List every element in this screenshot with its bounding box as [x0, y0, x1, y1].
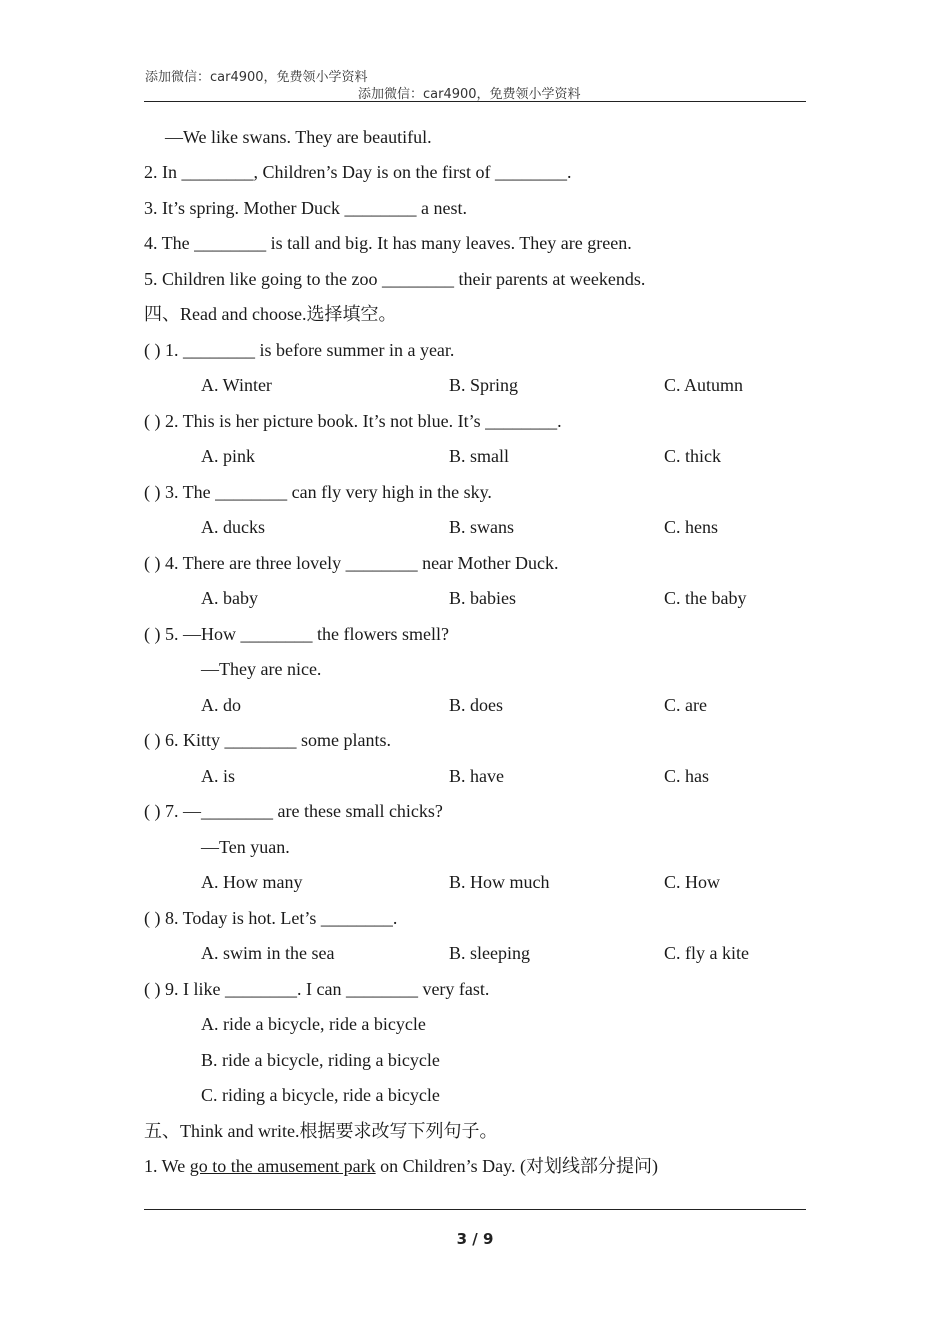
- question-7-option-a: A. How many: [201, 872, 303, 892]
- header-watermark-2: 添加微信：car4900，免费领小学资料: [358, 87, 581, 102]
- header-watermark-1: 添加微信：car4900，免费领小学资料: [145, 70, 368, 85]
- question-5-option-b: B. does: [449, 695, 503, 715]
- question-7-stem: ( ) 7. —________ are these small chicks?: [144, 801, 443, 821]
- question-6-option-a: A. is: [201, 766, 236, 786]
- question-3-option-a: A. ducks: [201, 517, 265, 537]
- question-4-option-b: B. babies: [449, 588, 516, 608]
- section3-item-5: 5. Children like going to the zoo ________ their parents at weekends.: [144, 269, 646, 289]
- question-9-option-b: B. ride a bicycle, riding a bicycle: [201, 1050, 440, 1070]
- question-8-stem: ( ) 8. Today is hot. Let’s ________.: [144, 908, 398, 928]
- question-5-option-a: A. do: [201, 695, 241, 715]
- question-4-option-c: C. the baby: [664, 588, 747, 608]
- question-2-stem: ( ) 2. This is her picture book. It’s not blue. It’s ________.: [144, 411, 562, 431]
- question-5-option-c: C. are: [664, 695, 707, 715]
- question-2-option-c: C. thick: [664, 446, 721, 466]
- question-5-reply: —They are nice.: [201, 659, 322, 679]
- question-6-stem: ( ) 6. Kitty ________ some plants.: [144, 730, 391, 750]
- question-9-option-c: C. riding a bicycle, ride a bicycle: [201, 1085, 440, 1105]
- question-1-option-b: B. Spring: [449, 375, 519, 395]
- section5-title: 五、Think and write.根据要求改写下列句子。: [144, 1121, 498, 1141]
- question-2-option-b: B. small: [449, 446, 510, 466]
- section5-q1-underlined-phrase: go to the amusement park: [189, 1156, 376, 1176]
- question-4-stem: ( ) 4. There are three lovely ________ near Mother Duck.: [144, 553, 559, 573]
- question-8-option-a: A. swim in the sea: [201, 943, 335, 963]
- question-6-option-b: B. have: [449, 766, 504, 786]
- section5-question-1: [144, 1155, 658, 1177]
- section3-reply: —We like swans. They are beautiful.: [165, 127, 432, 147]
- section3-item-3: 3. It’s spring. Mother Duck ________ a nest.: [144, 198, 467, 218]
- question-5-stem: ( ) 5. —How ________ the flowers smell?: [144, 624, 449, 644]
- question-7-option-b: B. How much: [449, 872, 550, 892]
- question-3-option-c: C. hens: [664, 517, 718, 537]
- question-6-option-c: C. has: [664, 766, 709, 786]
- question-1-option-a: A. Winter: [201, 375, 272, 395]
- question-7-option-c: C. How: [664, 872, 721, 892]
- question-9-option-a: A. ride a bicycle, ride a bicycle: [201, 1014, 426, 1034]
- section5-q1-suffix: on Children’s Day. (对划线部分提问): [375, 1156, 658, 1176]
- question-4-option-a: A. baby: [201, 588, 258, 608]
- question-1-stem: ( ) 1. ________ is before summer in a year.: [144, 340, 455, 360]
- question-8-option-c: C. fly a kite: [664, 943, 749, 963]
- question-2-option-a: A. pink: [201, 446, 255, 466]
- question-8-option-b: B. sleeping: [449, 943, 530, 963]
- header-divider: [144, 101, 806, 102]
- answer-line: [144, 1209, 806, 1210]
- question-1-option-c: C. Autumn: [664, 375, 744, 395]
- question-3-option-b: B. swans: [449, 517, 515, 537]
- question-3-stem: ( ) 3. The ________ can fly very high in the sky.: [144, 482, 492, 502]
- question-9-stem: ( ) 9. I like ________. I can ________ very fast.: [144, 979, 490, 999]
- section3-item-4: 4. The ________ is tall and big. It has many leaves. They are green.: [144, 233, 632, 253]
- page-number: 3 / 9: [456, 1230, 494, 1248]
- section3-item-2: 2. In ________, Children’s Day is on the first of ________.: [144, 162, 572, 182]
- question-7-reply: —Ten yuan.: [201, 837, 290, 857]
- section5-q1-prefix: 1. We: [144, 1156, 190, 1176]
- section4-title: 四、Read and choose.选择填空。: [144, 304, 397, 324]
